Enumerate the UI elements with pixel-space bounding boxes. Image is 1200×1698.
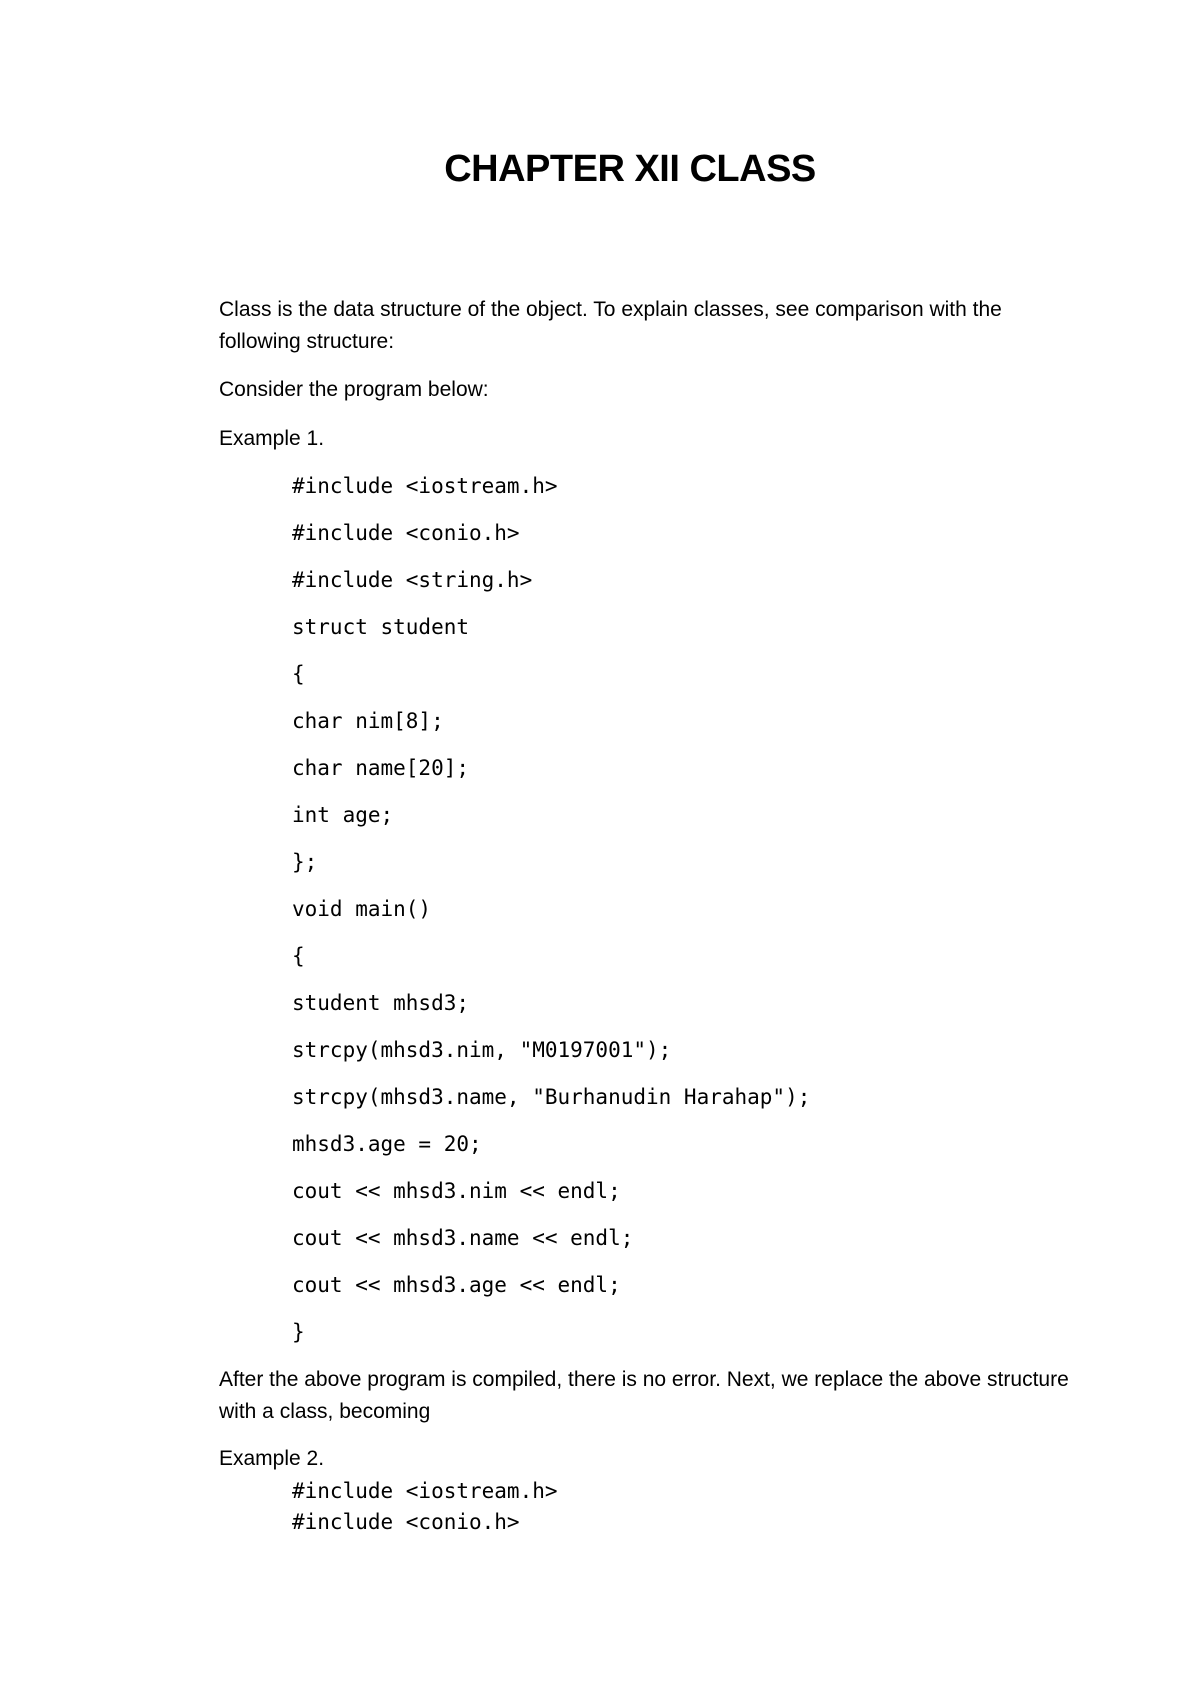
code-line: strcpy(mhsd3.nim, "M0197001"); — [292, 1038, 672, 1062]
code-line: strcpy(mhsd3.name, "Burhanudin Harahap"); — [292, 1085, 811, 1109]
intro-paragraph: Class is the data structure of the object. To explain classes, see comparison with the following structure: — [219, 298, 1002, 353]
code-line: mhsd3.age = 20; — [292, 1132, 482, 1156]
code-line: { — [292, 662, 305, 686]
code-line: { — [292, 944, 305, 968]
after-paragraph: After the above program is compiled, there is no error. Next, we replace the above structure with a class, becoming — [219, 1368, 1069, 1423]
code-line: #include <conio.h> — [292, 521, 520, 545]
code-line: void main() — [292, 897, 432, 921]
code-line: }; — [292, 850, 318, 874]
code-line: #include <iostream.h> — [292, 474, 558, 498]
code-line: char name[20]; — [292, 756, 470, 780]
code-line: cout << mhsd3.age << endl; — [292, 1273, 621, 1297]
code-line: cout << mhsd3.name << endl; — [292, 1226, 634, 1250]
example-2-heading: Example 2. — [219, 1447, 325, 1470]
code-line: cout << mhsd3.nim << endl; — [292, 1179, 621, 1203]
code-line: } — [292, 1320, 305, 1344]
example-1-heading: Example 1. — [219, 427, 325, 450]
code-line: char nim[8]; — [292, 709, 444, 733]
page-title: CHAPTER XII CLASS — [444, 148, 816, 190]
code-line: student mhsd3; — [292, 991, 470, 1015]
code-line: int age; — [292, 803, 394, 827]
code-line: #include <iostream.h> — [292, 1479, 558, 1503]
code-line: struct student — [292, 615, 470, 639]
code-line: #include <conio.h> — [292, 1510, 520, 1534]
code-line: #include <string.h> — [292, 568, 533, 592]
consider-paragraph: Consider the program below: — [219, 378, 489, 401]
